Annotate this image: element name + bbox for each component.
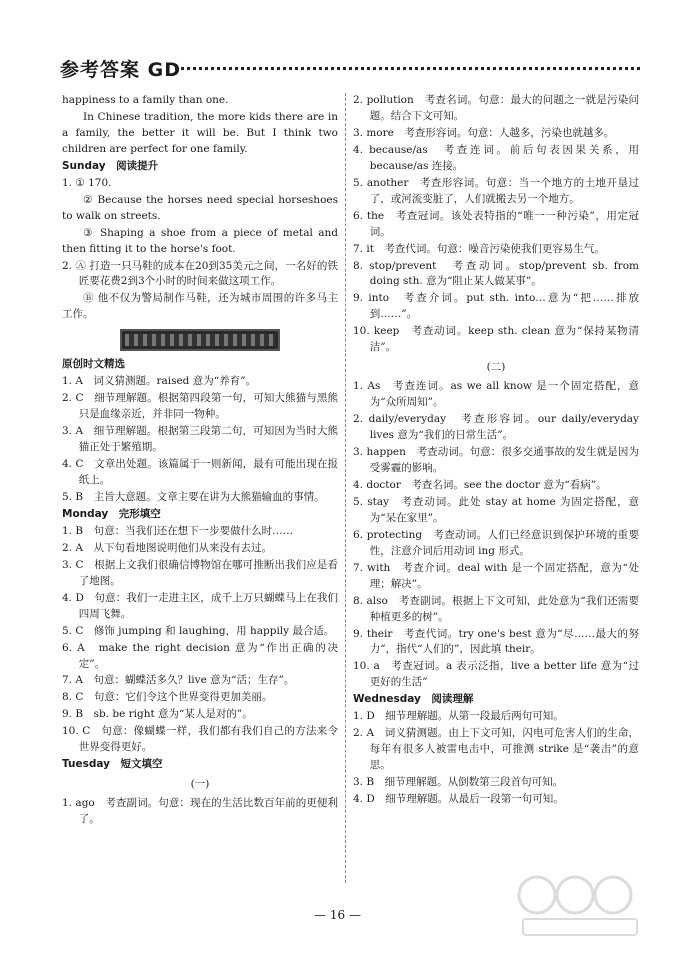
- answer-item: 2. daily/everyday 考查形容词。our daily/everyday lives 意为“我们的日常生活”。: [353, 413, 639, 442]
- answer-item: 3. happen 考查动词。句意：很多交通事故的发生就是因为受雾霾的影响。: [353, 446, 639, 474]
- left-column: [62, 93, 338, 829]
- answer-item: 5. stay 考查动词。此处 stay at home 为固定搭配，意为“呆在家里”。: [353, 495, 639, 524]
- answer-item: 9. their 考查代词。try one's best 意为“尽……最大的努力”，指代“人们的”，因此填 their。: [353, 627, 639, 656]
- paragraph: ③ Shaping a shoe from a piece of metal and then fitting it to the horse's foot.: [62, 226, 338, 255]
- answer-item: 8. also 考查副词。根据上下文可知，此处意为“我们还需要种植更多的树”。: [353, 594, 639, 623]
- header-title: 参考答案 GD: [60, 59, 181, 81]
- subsection-heading: (二): [486, 361, 506, 374]
- section-banner: [120, 329, 280, 351]
- section-heading: Wednesday 阅读理解: [353, 693, 474, 706]
- subsection-heading: (一): [190, 778, 210, 791]
- section-heading: Sunday 阅读提升: [62, 159, 159, 172]
- answer-item: 4. C 文章出处题。该篇属于一则新闻，最有可能出现在报纸上。: [62, 458, 338, 487]
- answer-item: 3. B 细节理解题。从倒数第三段首句可知。: [353, 776, 564, 789]
- answer-item: 5. B 主旨大意题。文章主要在讲为大熊猫输血的事情。: [62, 490, 325, 503]
- answer-item: 2. pollution 考查名词。句意：最大的问题之一就是污染问题。结合下文可知。: [353, 94, 639, 122]
- answer-item: 5. C 修饰 jumping 和 laughing，用 happily 最合适。: [62, 624, 335, 637]
- answer-item: 9. into 考查介词。put sth. into…意为“把……排放到……”。: [353, 292, 639, 321]
- section-heading: 原创时文精选: [62, 358, 125, 371]
- answer-item: 7. it 考查代词。句意：噪音污染使我们更容易生气。: [353, 242, 605, 255]
- answer-item: 1. D 细节理解题。从第一段最后两句可知。: [353, 710, 564, 723]
- answer-item: 5. another 考查形容词。句意：当一个地方的土地开垦过了，或河流变脏了，人们就搬去另一个地方。: [353, 176, 639, 205]
- page-header: [60, 56, 640, 86]
- answer-item: 1. B 句意：当我们还在想下一步要做什么时……: [62, 524, 294, 537]
- answer-item: 4. D 句意：我们一走进主区，成千上万只蝴蝶马上在我们四周飞舞。: [62, 591, 338, 620]
- answer-item: 2. Ⓐ 打造一只马鞋的成本在20到35美元之间，一名好的铁匠要花费2到3个小时的时间来做这项工作。: [62, 259, 338, 288]
- answer-item: 8. C 句意：它们令这个世界变得更加美丽。: [62, 691, 273, 704]
- answer-item: 4. because/as 考查连词。前后句表因果关系，用 because/as 连接。: [353, 143, 639, 172]
- right-column: [353, 93, 639, 809]
- answer-item: 3. C 根据上文我们很确信博物馆在哪可推断出我们应是看了地图。: [62, 558, 338, 587]
- answer-item: 6. the 考查冠词。该处表特指的“唯一一种污染”，用定冠词。: [353, 209, 639, 238]
- page-number: — 16 —: [314, 908, 361, 922]
- section-heading: Tuesday 短文填空: [62, 758, 163, 771]
- answer-item: 10. keep 考查动词。keep sth. clean 意为“保持某物清洁”。: [353, 325, 639, 354]
- paragraph: ② Because the horses need special horseshoes to walk on streets.: [62, 193, 338, 222]
- answer-item: 2. C 细节理解题。根据第四段第一句，可知大熊猫与黑熊只是血缘亲近，并非同一物种。: [62, 392, 338, 421]
- answer-item: 1. As 考查连词。as we all know 是一个固定搭配，意为“众所周知”。: [353, 380, 639, 409]
- watermark-logo: [515, 873, 645, 939]
- answer-item: 10. C 句意：像蝴蝶一样，我们都有我们自己的方法来令世界变得更好。: [62, 725, 338, 754]
- answer-item: 10. a 考查冠词。a 表示泛指，live a better life 意为“过更好的生活”: [353, 660, 639, 689]
- paragraph: In Chinese tradition, the more kids there are in a family, the better it will be. But I think two children are perfect for one family.: [62, 110, 338, 155]
- answer-item: 1. A 词义猜测题。raised 意为“养育”。: [62, 375, 256, 388]
- paragraph: happiness to a family than one.: [62, 94, 229, 106]
- answer-item: 1. ago 考查副词。句意：现在的生活比数百年前的更便利了。: [62, 797, 338, 826]
- answer-item: 2. A 词义猜测题。由上下文可知，闪电可危害人们的生命，每年有很多人被雷电击中，可推测 strike 是“袭击”的意思。: [353, 727, 639, 772]
- answer-item: 9. B sb. be right 意为“某人是对的”。: [62, 708, 253, 721]
- answer-item: 8. stop/prevent 考查动词。stop/prevent sb. from doing sth. 意为“阻止某人做某事”。: [353, 259, 639, 288]
- answer-item: 1. ① 170.: [62, 176, 112, 189]
- paragraph: Ⓑ 他不仅为警局制作马鞋，还为城市周围的许多马主工作。: [62, 292, 338, 321]
- answer-item: 2. A 从下句看地图说明他们从来没有去过。: [62, 541, 272, 554]
- answer-item: 3. A 细节理解题。根据第三段第二句，可知因为当时大熊猫正处于繁殖期。: [62, 425, 338, 454]
- answer-item: 6. protecting 考查动词。人们已经意识到保护环境的重要性，注意介词后用动词 ing 形式。: [353, 528, 639, 557]
- header-dotted-rule: [175, 67, 640, 70]
- answer-item: 3. more 考查形容词。句意：人越多，污染也就越多。: [353, 126, 615, 139]
- section-heading: Monday 完形填空: [62, 507, 161, 520]
- answer-item: 4. doctor 考查名词。see the doctor 意为“看病”。: [353, 478, 607, 491]
- answer-item: 4. D 细节理解题。从最后一段第一句可知。: [353, 793, 564, 806]
- answer-item: 6. A make the right decision 意为“作出正确的决定”。: [62, 641, 338, 670]
- column-divider: [345, 93, 346, 883]
- answer-item: 7. with 考查介词。deal with 是一个固定搭配，意为“处理；解决”。: [353, 561, 639, 590]
- answer-item: 7. A 句意：蝴蝶活多久？live 意为“活；生存”。: [62, 674, 295, 687]
